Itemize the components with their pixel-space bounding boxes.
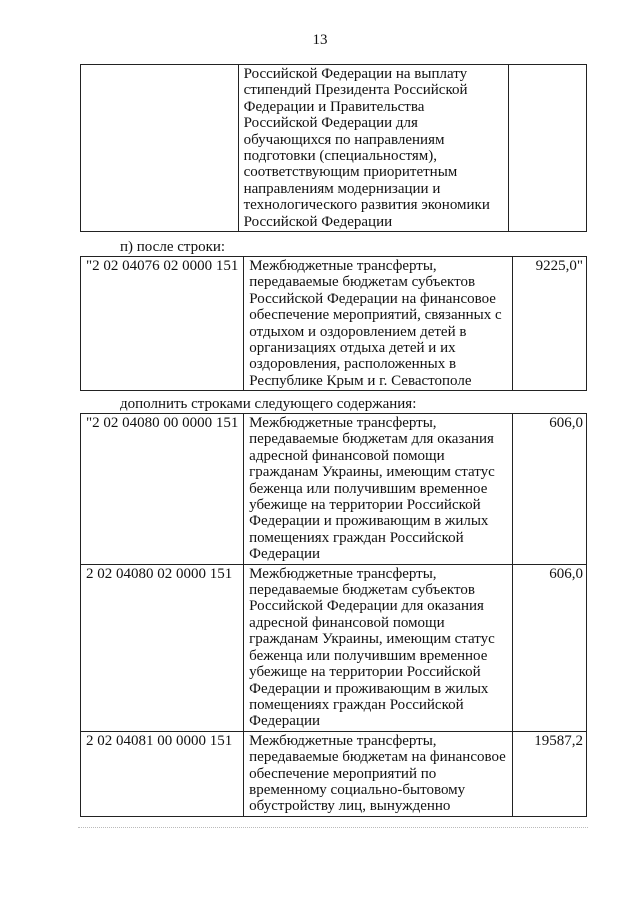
description-line: Федерации и Правительства [243,98,425,115]
description-line: убежище на территории Российской [249,497,481,514]
description-line: Федерации [249,546,320,563]
table-row [81,414,587,565]
description-line: Российской Федерации на выплату [243,66,468,82]
description-line: Российской Федерации для оказания [249,598,484,615]
description-line: убежище на территории Российской [249,664,481,681]
page-number: 13 [312,32,328,48]
budget-code-cell: "2 02 04076 02 0000 151 [81,257,244,391]
budget-table-continued [80,64,587,232]
description-line: адресной финансовой помощи [249,614,445,631]
description-line: технологического развития экономики [243,197,490,214]
note-after-row: п) после строки: [120,239,226,255]
description-line: временному социально-бытовому [249,781,466,798]
description-line: обучающихся по направлениям [243,131,445,148]
description-line: Федерации и проживающим в жилых [249,680,489,697]
table-row [81,65,587,232]
description-line: обустройству лиц, вынужденно [249,798,451,815]
description-line: гражданам Украины, имеющим статус [249,631,495,648]
description-cell [244,564,513,731]
description-line: адресной финансовой помощи [249,447,445,464]
description-line: Межбюджетные трансферты, [249,732,437,749]
description-line: Российской Федерации [243,213,393,230]
description-line: беженца или получившим временное [249,647,488,664]
budget-table-new-rows [80,413,587,817]
table-body [81,65,587,232]
description-line: направлениям модернизации и [243,180,441,197]
table-row [81,731,587,816]
amount-cell: 606,0 [513,414,587,565]
scan-cut-edge [78,827,588,829]
description-cell [244,731,513,816]
amount-cell: 19587,2 [513,731,587,816]
table-row [81,564,587,731]
table-body [81,257,587,391]
amount-cell: 606,0 [513,564,587,731]
description-line: помещениях граждан Российской [249,696,464,713]
description-line: отдыхом и оздоровлением детей в [249,323,467,340]
budget-table-reference-row [80,256,587,391]
description-line: помещениях граждан Российской [249,529,464,546]
table-row [81,257,587,391]
description-line: Межбюджетные трансферты, [249,258,437,274]
description-line: передаваемые бюджетам субъектов [249,274,476,291]
budget-code-cell: "2 02 04080 00 0000 151 [81,414,244,565]
description-line: Российской Федерации для [243,115,418,132]
description-cell [238,65,508,232]
description-line: подготовки (специальностям), [243,148,437,165]
description-line: передаваемые бюджетам на финансовое [249,749,506,766]
description-line: Федерации и проживающим в жилых [249,513,489,530]
budget-code-cell: 2 02 04081 00 0000 151 [81,731,244,816]
description-line: организациях отдыха детей и их [249,340,456,357]
table-body [81,414,587,817]
description-cell [244,257,512,391]
description-line: гражданам Украины, имеющим статус [249,464,495,481]
description-line: передаваемые бюджетам субъектов [249,582,475,599]
budget-code-cell [81,65,239,232]
budget-code-cell: 2 02 04080 02 0000 151 [81,564,244,731]
description-line: Федерации [249,713,320,730]
description-line: обеспечение мероприятий, связанных с [249,307,502,324]
description-line: передаваемые бюджетам для оказания [249,431,494,448]
description-line: оздоровления, расположенных в [249,356,457,373]
amount-cell [508,65,586,232]
description-line: беженца или получившим временное [249,480,488,497]
description-line: стипендий Президента Российской [243,82,468,99]
description-line: Российской Федерации на финансовое [249,290,496,307]
description-line: соответствующим приоритетным [243,164,458,181]
amount-cell: 9225,0" [512,257,586,391]
description-line: Межбюджетные трансферты, [249,415,437,431]
description-line: обеспечение мероприятий по [249,765,437,782]
description-cell [244,414,513,565]
description-line: Республике Крым и г. Севастополе [249,372,472,389]
description-line: Межбюджетные трансферты, [249,565,437,582]
note-add-rows: дополнить строками следующего содержания: [120,396,417,412]
